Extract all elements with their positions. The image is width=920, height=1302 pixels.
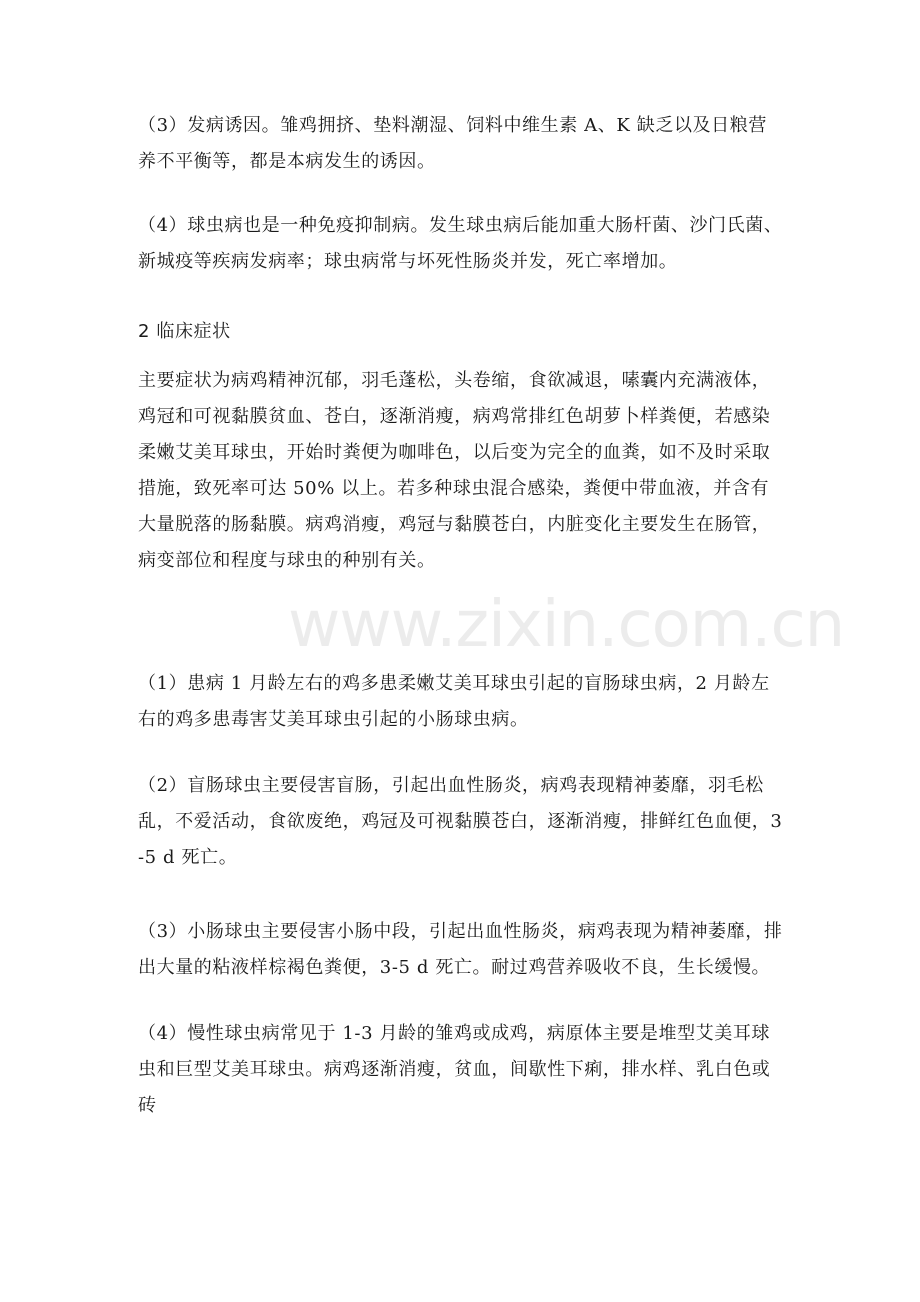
paragraph-cecal-coccidiosis: （2）盲肠球虫主要侵害盲肠，引起出血性肠炎，病鸡表现精神萎靡，羽毛松乱，不爱活动，食欲废绝，鸡冠及可视黏膜苍白，逐渐消瘦，排鲜红色血便，3-5 d 死亡。: [138, 775, 783, 868]
paragraph-inducement: （3）发病诱因。雏鸡拥挤、垫料潮湿、饲料中维生素 A、K 缺乏以及日粮营养不平衡等，都是本病发生的诱因。: [138, 115, 767, 172]
section-heading-clinical-symptoms: 2 临床症状: [138, 321, 231, 342]
watermark-logo: www.zixin.com.cn: [288, 588, 845, 662]
paragraph-chronic-coccidiosis: （4）慢性球虫病常见于 1-3 月龄的雏鸡或成鸡，病原体主要是堆型艾美耳球虫和巨型艾美耳球虫。病鸡逐渐消瘦，贫血，间歇性下痢，排水样、乳白色或砖: [138, 1023, 771, 1116]
paragraph-intestinal-coccidiosis: （3）小肠球虫主要侵害小肠中段，引起出血性肠炎，病鸡表现为精神萎靡，排出大量的粘液样棕褐色粪便，3-5 d 死亡。耐过鸡营养吸收不良，生长缓慢。: [138, 921, 783, 978]
paragraph-main-symptoms: 主要症状为病鸡精神沉郁，羽毛蓬松，头卷缩，食欲减退，嗉囊内充满液体，鸡冠和可视黏膜贫血、苍白，逐渐消瘦，病鸡常排红色胡萝卜样粪便，若感染柔嫩艾美耳球虫，开始时粪便为咖啡色，以后变为完全的血粪，如不及时采取措施，致死率可达 50% 以上。若多种球虫混合感染，粪便中带血液，并含有大量脱落的肠黏膜。病鸡消瘦，鸡冠与黏膜苍白，内脏变化主要发生在肠管，病变部位和程度与球虫的种别有关。: [138, 370, 771, 571]
paragraph-immunosuppression: （4）球虫病也是一种免疫抑制病。发生球虫病后能加重大肠杆菌、沙门氏菌、新城疫等疾病发病率；球虫病常与坏死性肠炎并发，死亡率增加。: [138, 215, 783, 272]
paragraph-age-types: （1）患病 1 月龄左右的鸡多患柔嫩艾美耳球虫引起的盲肠球虫病，2 月龄左右的鸡多患毒害艾美耳球虫引起的小肠球虫病。: [138, 673, 770, 730]
